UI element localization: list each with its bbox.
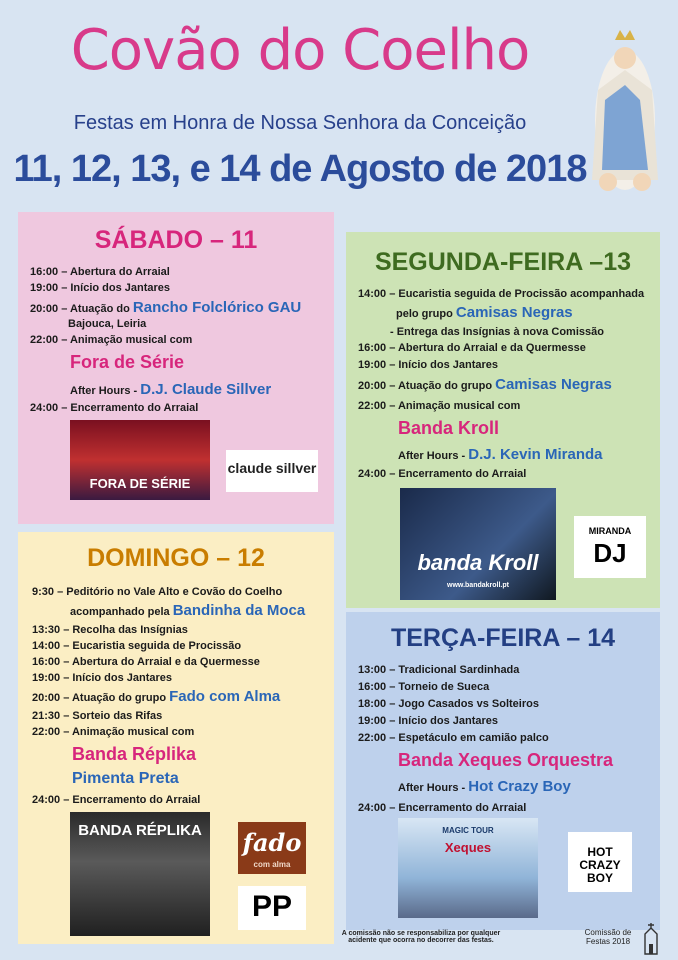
schedule-item-text: 20:00 – Atuação do grupo bbox=[32, 692, 170, 704]
after-hours bbox=[398, 446, 602, 463]
hot-crazy-boy-logo bbox=[568, 832, 632, 892]
schedule-item: 22:00 – Espetáculo em camião palco bbox=[358, 732, 549, 744]
performer-name: Fado com Alma bbox=[169, 688, 281, 705]
schedule-item: 9:30 – Peditório no Vale Alto e Covão do Coelho bbox=[32, 586, 283, 598]
schedule-item: 22:00 – Animação musical com bbox=[32, 726, 195, 738]
logo-subtext: com alma bbox=[253, 860, 291, 869]
schedule-item-text: acompanhado pela bbox=[70, 606, 173, 618]
pimenta-preta-logo bbox=[238, 886, 306, 930]
logo-text: fado bbox=[242, 828, 302, 857]
schedule-item: 13:30 – Recolha das Insígnias bbox=[32, 624, 188, 636]
performer-name: Camisas Negras bbox=[455, 304, 573, 321]
sunday-panel bbox=[18, 532, 334, 944]
organizer bbox=[568, 928, 648, 946]
fora-de-serie-photo bbox=[70, 420, 210, 500]
photo-caption: Xeques bbox=[444, 840, 492, 855]
schedule-item: 21:30 – Sorteio das Rifas bbox=[32, 710, 163, 722]
logo-text: MIRANDA bbox=[588, 526, 632, 536]
logo-text: claude sillver bbox=[227, 460, 317, 476]
schedule-item-text: pelo grupo bbox=[396, 308, 456, 320]
after-hours bbox=[398, 778, 571, 795]
disclaimer-line: acidente que ocorra no decorrer das festas. bbox=[348, 937, 494, 944]
banda-replika-photo bbox=[70, 812, 210, 936]
claude-sillver-logo bbox=[226, 450, 318, 492]
dj-name: D.J. Kevin Miranda bbox=[468, 446, 603, 463]
our-lady-statue-image bbox=[580, 10, 670, 200]
church-icon bbox=[642, 922, 660, 956]
schedule-item: 19:00 – Início dos Jantares bbox=[358, 359, 499, 371]
schedule-item: 14:00 – Eucaristia seguida de Procissão acompanhada bbox=[358, 288, 645, 300]
after-hours-label: After Hours - bbox=[70, 385, 141, 397]
photo-caption: banda Kroll bbox=[417, 550, 539, 575]
schedule-item: 19:00 – Início dos Jantares bbox=[358, 715, 499, 727]
saturday-panel bbox=[18, 212, 334, 524]
logo-text: HOT CRAZY BOY bbox=[579, 845, 621, 885]
schedule-item bbox=[70, 602, 305, 619]
band-name: Banda Kroll bbox=[398, 418, 500, 438]
page-title: Covão do Coelho bbox=[70, 18, 530, 83]
page-subtitle: Festas em Honra de Nossa Senhora da Conceição bbox=[73, 112, 527, 134]
photo-caption: FORA DE SÉRIE bbox=[89, 476, 191, 491]
after-hours-label: After Hours - bbox=[398, 782, 469, 794]
schedule-item-text: 20:00 – Atuação do grupo bbox=[358, 380, 496, 392]
performer-name: Rancho Folclórico GAU bbox=[132, 299, 302, 316]
schedule-item: 16:00 – Abertura do Arraial bbox=[30, 266, 170, 278]
schedule-item: 16:00 – Abertura do Arraial e da Quermesse bbox=[32, 656, 260, 668]
fado-com-alma-logo bbox=[238, 822, 306, 874]
logo-text: DJ bbox=[593, 538, 627, 568]
after-hours bbox=[70, 381, 271, 398]
schedule-item: - Entrega das Insígnias à nova Comissão bbox=[390, 326, 604, 338]
schedule-item: 16:00 – Abertura do Arraial e da Quermesse bbox=[358, 342, 586, 354]
festival-dates: 11, 12, 13, e 14 de Agosto de 2018 bbox=[13, 148, 587, 190]
photo-caption: BANDA RÉPLIKA bbox=[78, 822, 202, 839]
monday-panel bbox=[346, 232, 660, 608]
performer-name: Camisas Negras bbox=[495, 376, 612, 393]
xeques-orquestra-photo bbox=[398, 818, 538, 918]
schedule-item: 24:00 – Encerramento do Arraial bbox=[32, 794, 201, 806]
logo-text: PP bbox=[251, 890, 293, 923]
performer-name: Bandinha da Moca bbox=[172, 602, 306, 619]
dj-name: Hot Crazy Boy bbox=[468, 778, 571, 795]
tuesday-panel bbox=[346, 612, 660, 930]
organizer-line: Festas 2018 bbox=[585, 937, 631, 946]
schedule-item: 14:00 – Eucaristia seguida de Procissão bbox=[32, 640, 242, 652]
schedule-item: 18:00 – Jogo Casados vs Solteiros bbox=[358, 698, 539, 710]
after-hours-label: After Hours - bbox=[398, 450, 469, 462]
photo-url: www.bandakroll.pt bbox=[447, 582, 509, 589]
schedule-item-note: Bajouca, Leiria bbox=[68, 318, 147, 330]
band-name-secondary: Pimenta Preta bbox=[72, 770, 179, 787]
sunday-heading: DOMINGO – 12 bbox=[87, 544, 265, 572]
banda-kroll-photo bbox=[400, 488, 556, 600]
dj-kevin-miranda-logo bbox=[574, 516, 646, 578]
schedule-item: 16:00 – Torneio de Sueca bbox=[358, 681, 490, 693]
schedule-item-text: 20:00 – Atuação do bbox=[30, 303, 133, 315]
schedule-item: 19:00 – Início dos Jantares bbox=[30, 282, 171, 294]
schedule-item: 19:00 – Início dos Jantares bbox=[32, 672, 173, 684]
band-name: Banda Xeques Orquestra bbox=[398, 750, 614, 770]
band-name: Fora de Série bbox=[70, 352, 185, 372]
organizer-line: Comissão de bbox=[584, 928, 632, 937]
schedule-item: 22:00 – Animação musical com bbox=[30, 334, 193, 346]
band-name: Banda Réplika bbox=[72, 744, 197, 764]
disclaimer-line: A comissão não se responsabiliza por qualquer bbox=[341, 930, 501, 937]
monday-heading: SEGUNDA-FEIRA –13 bbox=[374, 248, 632, 276]
photo-caption: MAGIC TOUR bbox=[442, 826, 494, 835]
schedule-item: 24:00 – Encerramento do Arraial bbox=[30, 402, 199, 414]
schedule-item: 24:00 – Encerramento do Arraial bbox=[358, 468, 527, 480]
saturday-heading: SÁBADO – 11 bbox=[94, 226, 258, 254]
tuesday-heading: TERÇA-FEIRA – 14 bbox=[390, 624, 616, 652]
schedule-item bbox=[358, 376, 612, 393]
schedule-item bbox=[30, 299, 301, 316]
schedule-item: 22:00 – Animação musical com bbox=[358, 400, 521, 412]
schedule-item: 24:00 – Encerramento do Arraial bbox=[358, 802, 527, 814]
disclaimer bbox=[336, 930, 506, 944]
dj-name: D.J. Claude Sillver bbox=[140, 381, 272, 398]
schedule-item: 13:00 – Tradicional Sardinhada bbox=[358, 664, 520, 676]
schedule-item bbox=[32, 688, 280, 705]
schedule-item bbox=[396, 304, 573, 321]
